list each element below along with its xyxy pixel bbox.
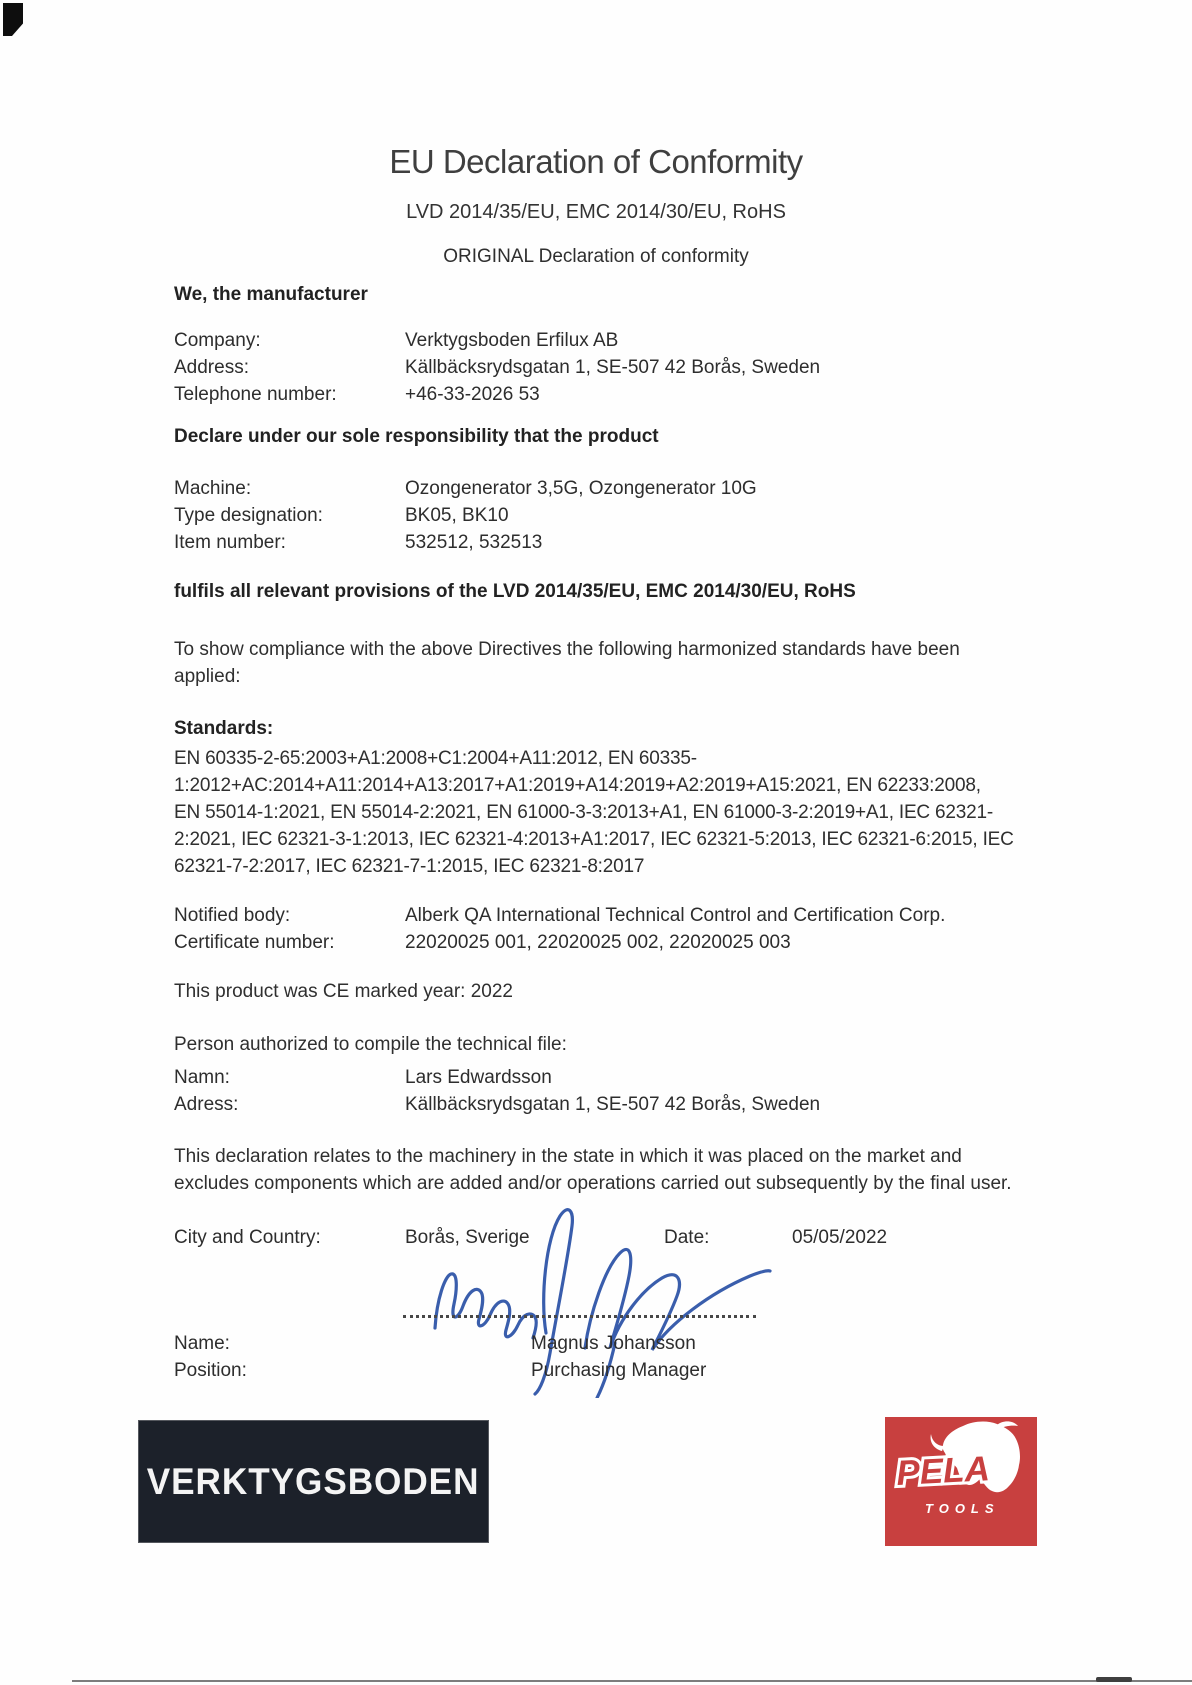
- position-label: Position:: [174, 1360, 247, 1381]
- table-row: [174, 902, 945, 929]
- row-value: Lars Edwardsson: [405, 1067, 552, 1088]
- closing-line: excludes components which are added and/or operations carried out subsequently by the final user.: [174, 1173, 1012, 1194]
- closing-line: This declaration relates to the machinery in the state in which it was placed on the market and: [174, 1146, 962, 1167]
- scan-corner-artifact: [3, 3, 23, 36]
- table-row: [174, 1357, 706, 1384]
- row-label: Notified body:: [174, 905, 291, 926]
- technical-file-heading: Person authorized to compile the technical file:: [174, 1034, 567, 1055]
- city-country-label: City and Country:: [174, 1227, 321, 1248]
- row-value: Källbäcksrydsgatan 1, SE-507 42 Borås, Sweden: [405, 1094, 821, 1115]
- pela-logo-graphic: [885, 1417, 1037, 1546]
- table-row: [174, 327, 820, 354]
- table-row: [174, 502, 757, 529]
- row-label: Telephone number:: [174, 384, 337, 405]
- name-label: Name:: [174, 1333, 230, 1354]
- table-row: [174, 529, 757, 556]
- page-title: EU Declaration of Conformity: [389, 143, 803, 180]
- row-label: Namn:: [174, 1067, 230, 1088]
- table-row: [174, 1330, 706, 1357]
- scan-bottom-tick-artifact: [1096, 1677, 1132, 1682]
- standards-line: 1:2012+AC:2014+A11:2014+A13:2017+A1:2019+A14:2019+A2:2019+A15:2021, EN 62233:2008,: [174, 775, 981, 796]
- notified-body-table: [174, 902, 945, 956]
- product-table: [174, 475, 757, 556]
- compliance-intro: [174, 636, 960, 690]
- scan-bottom-line-artifact: [72, 1680, 1192, 1682]
- technical-file-table: [174, 1064, 820, 1118]
- directives-subtitle: LVD 2014/35/EU, EMC 2014/30/EU, RoHS: [406, 201, 786, 223]
- verktygsboden-logo-text: VERKTYGSBODEN: [147, 1460, 480, 1502]
- declaration-heading: Declare under our sole responsibility that the product: [174, 426, 659, 447]
- manufacturer-table: [174, 327, 820, 408]
- row-value: +46-33-2026 53: [405, 384, 540, 405]
- signature-dotted-line: [403, 1315, 756, 1318]
- table-row: [174, 475, 757, 502]
- row-label: Adress:: [174, 1094, 239, 1115]
- row-label: Type designation:: [174, 505, 323, 526]
- position-value: Purchasing Manager: [531, 1360, 707, 1381]
- row-label: Machine:: [174, 478, 252, 499]
- table-row: [174, 1091, 820, 1118]
- table-row: [174, 381, 820, 408]
- date-value: 05/05/2022: [792, 1227, 888, 1248]
- city-country-value: Borås, Sverige: [405, 1227, 530, 1248]
- closing-statement: [174, 1143, 1012, 1197]
- row-value: Alberk QA International Technical Control and Certification Corp.: [405, 905, 946, 926]
- intro-line: applied:: [174, 666, 241, 687]
- name-value: Magnus Johansson: [531, 1333, 696, 1354]
- row-label: Company:: [174, 330, 261, 351]
- original-declaration-line: ORIGINAL Declaration of conformity: [443, 246, 749, 267]
- manufacturer-heading: We, the manufacturer: [174, 284, 368, 305]
- row-value: 22020025 001, 22020025 002, 22020025 003: [405, 932, 791, 953]
- row-label: Address:: [174, 357, 249, 378]
- standards-line: EN 55014-1:2021, EN 55014-2:2021, EN 61000-3-3:2013+A1, EN 61000-3-2:2019+A1, IEC 62321-: [174, 802, 993, 823]
- standards-line: EN 60335-2-65:2003+A1:2008+C1:2004+A11:2012, EN 60335-: [174, 748, 697, 769]
- row-value: 532512, 532513: [405, 532, 543, 553]
- name-position-table: [174, 1330, 706, 1384]
- table-row: [174, 354, 820, 381]
- verktygsboden-logo: [138, 1420, 489, 1543]
- table-row: [174, 929, 945, 956]
- fulfils-line: fulfils all relevant provisions of the LVD 2014/35/EU, EMC 2014/30/EU, RoHS: [174, 581, 856, 602]
- intro-line: To show compliance with the above Directives the following harmonized standards have been: [174, 639, 960, 660]
- standards-heading: Standards:: [174, 718, 274, 739]
- standards-line: 2:2021, IEC 62321-3-1:2013, IEC 62321-4:2013+A1:2017, IEC 62321-5:2013, IEC 62321-6:2015, IEC: [174, 829, 1014, 850]
- row-value: BK05, BK10: [405, 505, 509, 526]
- row-label: Item number:: [174, 532, 286, 553]
- pela-logo-text: PELA: [895, 1449, 991, 1493]
- standards-list: [174, 745, 1014, 880]
- table-row: [174, 1064, 820, 1091]
- row-value: Verktygsboden Erfilux AB: [405, 330, 619, 351]
- row-value: Källbäcksrydsgatan 1, SE-507 42 Borås, Sweden: [405, 357, 821, 378]
- ce-marked-line: This product was CE marked year: 2022: [174, 981, 513, 1002]
- row-value: Ozongenerator 3,5G, Ozongenerator 10G: [405, 478, 757, 499]
- pela-tools-logo: [885, 1417, 1037, 1546]
- row-label: Certificate number:: [174, 932, 335, 953]
- date-label: Date:: [664, 1227, 710, 1248]
- standards-line: 62321-7-2:2017, IEC 62321-7-1:2015, IEC 62321-8:2017: [174, 856, 645, 877]
- pela-logo-subtext: TOOLS: [925, 1501, 1000, 1516]
